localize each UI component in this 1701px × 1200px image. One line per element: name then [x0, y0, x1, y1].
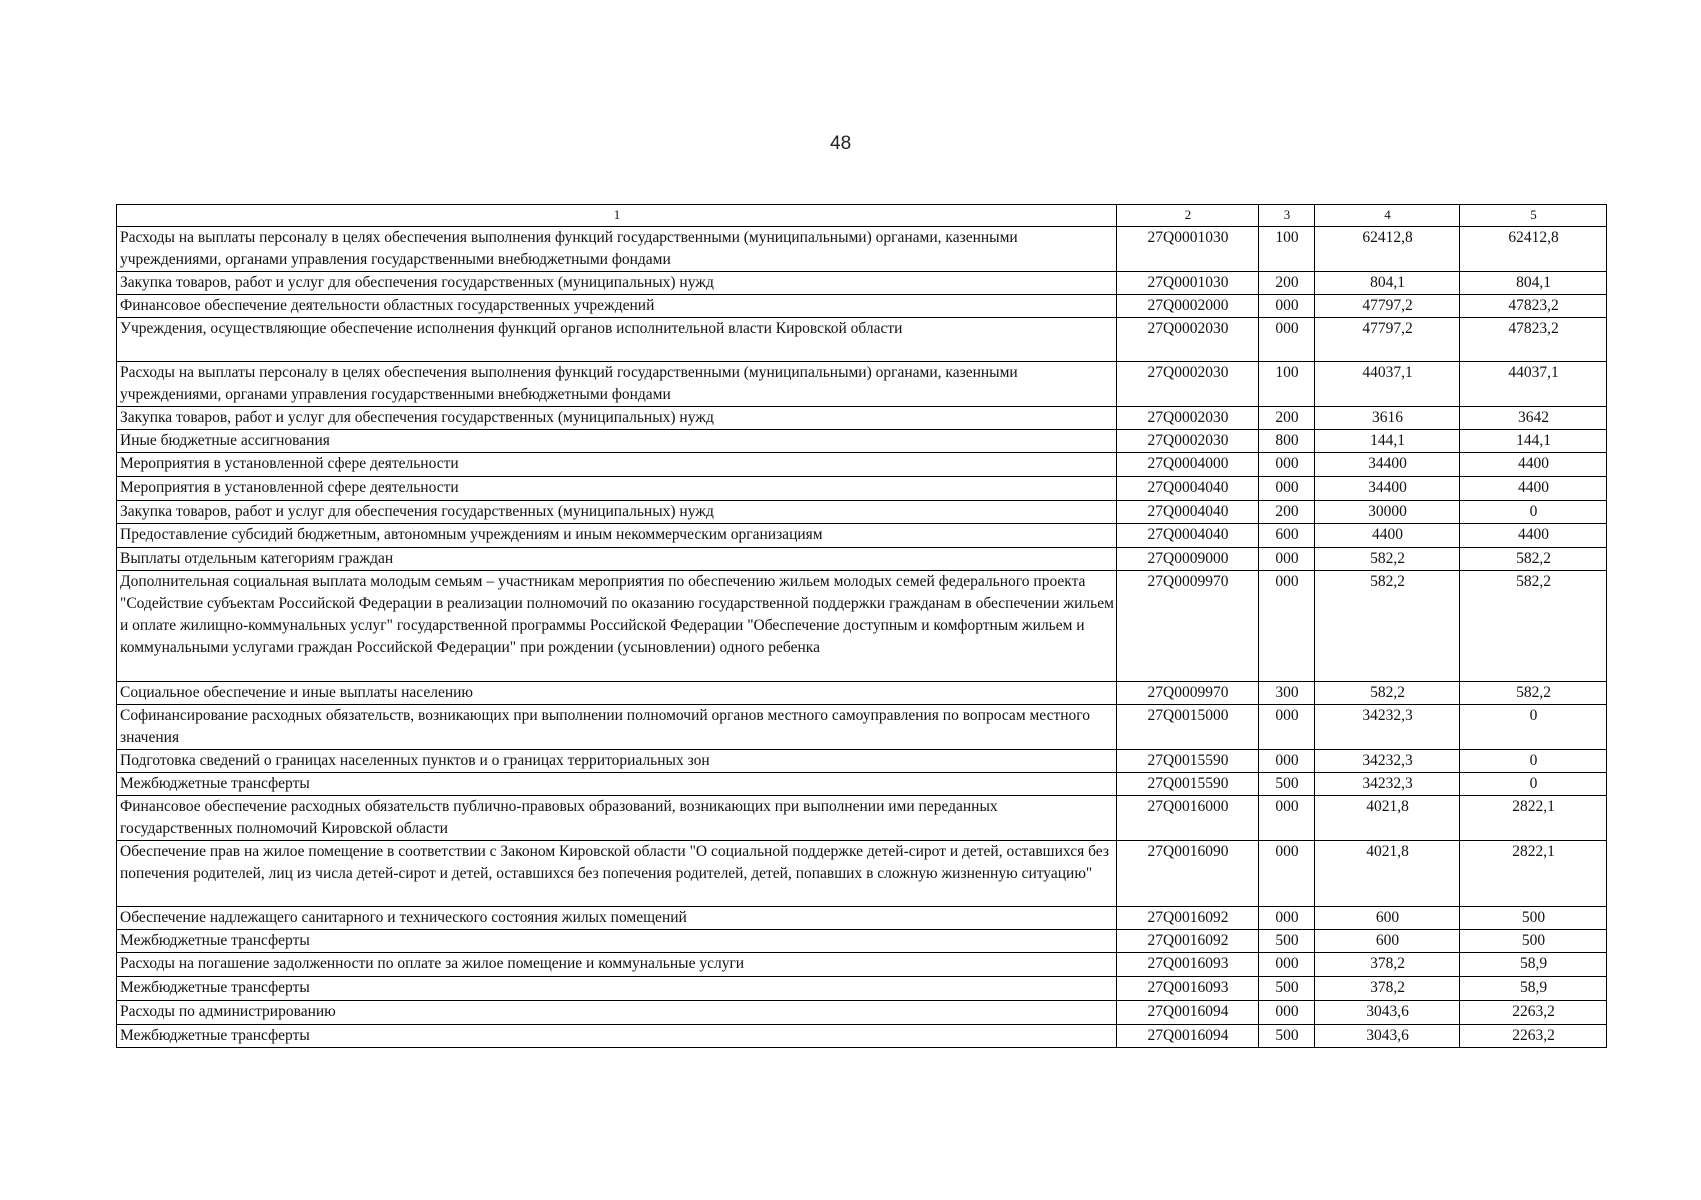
row-target-code: 27Q0009970 [1117, 571, 1259, 682]
row-description: Расходы на выплаты персоналу в целях обеспечения выполнения функций государственными (муниципальными) органами, казенными учреждениями, органами управления государственными внебюджетными фондами [117, 362, 1117, 407]
row-target-code: 27Q0016092 [1117, 930, 1259, 953]
row-amount-col4: 34400 [1315, 453, 1460, 477]
row-amount-col4: 4021,8 [1315, 841, 1460, 907]
table-row [117, 953, 1607, 977]
row-expense-type: 500 [1259, 773, 1315, 796]
row-description: Иные бюджетные ассигнования [117, 430, 1117, 453]
row-target-code: 27Q0016093 [1117, 953, 1259, 977]
row-amount-col4: 600 [1315, 930, 1460, 953]
row-expense-type: 000 [1259, 750, 1315, 773]
table-row [117, 841, 1607, 907]
row-target-code: 27Q0016093 [1117, 977, 1259, 1001]
row-target-code: 27Q0015000 [1117, 705, 1259, 750]
row-description: Обеспечение прав на жилое помещение в соответствии с Законом Кировской области "О социальной поддержке детей-сирот и детей, оставшихся без попечения родителей, лиц из числа детей-сирот и детей, оставшихся без попечения родителей, детей, попавших в сложную жизненную ситуацию" [117, 841, 1117, 907]
row-amount-col4: 47797,2 [1315, 295, 1460, 318]
row-description: Подготовка сведений о границах населенных пунктов и о границах территориальных зон [117, 750, 1117, 773]
table-row [117, 977, 1607, 1001]
row-amount-col4: 804,1 [1315, 272, 1460, 295]
row-amount-col5: 500 [1460, 907, 1607, 930]
row-expense-type: 000 [1259, 548, 1315, 571]
row-expense-type: 000 [1259, 796, 1315, 841]
row-target-code: 27Q0002000 [1117, 295, 1259, 318]
row-description: Закупка товаров, работ и услуг для обеспечения государственных (муниципальных) нужд [117, 407, 1117, 430]
header-cell-5: 5 [1460, 205, 1607, 227]
row-description: Мероприятия в установленной сфере деятельности [117, 453, 1117, 477]
row-description: Предоставление субсидий бюджетным, автономным учреждениям и иным некоммерческим организациям [117, 524, 1117, 548]
row-amount-col4: 3043,6 [1315, 1001, 1460, 1025]
row-target-code: 27Q0009970 [1117, 682, 1259, 705]
table-row [117, 796, 1607, 841]
row-amount-col4: 44037,1 [1315, 362, 1460, 407]
row-amount-col5: 2822,1 [1460, 841, 1607, 907]
row-description: Расходы по администрированию [117, 1001, 1117, 1025]
row-amount-col5: 500 [1460, 930, 1607, 953]
row-target-code: 27Q0016090 [1117, 841, 1259, 907]
row-amount-col5: 2822,1 [1460, 796, 1607, 841]
row-amount-col4: 582,2 [1315, 571, 1460, 682]
row-amount-col4: 62412,8 [1315, 227, 1460, 272]
table-row [117, 682, 1607, 705]
row-target-code: 27Q0001030 [1117, 227, 1259, 272]
row-target-code: 27Q0016094 [1117, 1025, 1259, 1048]
row-target-code: 27Q0016094 [1117, 1001, 1259, 1025]
row-amount-col5: 44037,1 [1460, 362, 1607, 407]
row-target-code: 27Q0002030 [1117, 362, 1259, 407]
table-row [117, 1001, 1607, 1025]
row-expense-type: 000 [1259, 705, 1315, 750]
row-target-code: 27Q0015590 [1117, 773, 1259, 796]
row-target-code: 27Q0002030 [1117, 318, 1259, 362]
row-amount-col4: 34232,3 [1315, 705, 1460, 750]
table-row [117, 571, 1607, 682]
row-amount-col4: 378,2 [1315, 977, 1460, 1001]
header-row [117, 205, 1607, 227]
row-description: Финансовое обеспечение расходных обязательств публично-правовых образований, возникающих при выполнении ими переданных государственных полномочий Кировской области [117, 796, 1117, 841]
row-amount-col5: 4400 [1460, 453, 1607, 477]
row-expense-type: 000 [1259, 953, 1315, 977]
row-target-code: 27Q0004040 [1117, 524, 1259, 548]
table-row [117, 477, 1607, 501]
row-description: Социальное обеспечение и иные выплаты населению [117, 682, 1117, 705]
row-amount-col5: 58,9 [1460, 953, 1607, 977]
row-expense-type: 100 [1259, 227, 1315, 272]
row-expense-type: 100 [1259, 362, 1315, 407]
row-amount-col5: 0 [1460, 750, 1607, 773]
row-amount-col4: 378,2 [1315, 953, 1460, 977]
table-row [117, 407, 1607, 430]
row-amount-col4: 582,2 [1315, 682, 1460, 705]
page-number: 48 [830, 133, 852, 154]
row-target-code: 27Q0016092 [1117, 907, 1259, 930]
row-expense-type: 600 [1259, 524, 1315, 548]
header-cell-1: 1 [117, 205, 1117, 227]
table-row [117, 930, 1607, 953]
row-amount-col5: 0 [1460, 705, 1607, 750]
row-target-code: 27Q0015590 [1117, 750, 1259, 773]
row-amount-col5: 2263,2 [1460, 1001, 1607, 1025]
table-row [117, 750, 1607, 773]
row-target-code: 27Q0002030 [1117, 407, 1259, 430]
row-description: Межбюджетные трансферты [117, 773, 1117, 796]
row-description: Межбюджетные трансферты [117, 977, 1117, 1001]
row-expense-type: 000 [1259, 318, 1315, 362]
row-target-code: 27Q0001030 [1117, 272, 1259, 295]
row-expense-type: 000 [1259, 295, 1315, 318]
table-row [117, 453, 1607, 477]
row-expense-type: 200 [1259, 501, 1315, 524]
row-target-code: 27Q0009000 [1117, 548, 1259, 571]
row-amount-col5: 582,2 [1460, 571, 1607, 682]
row-description: Мероприятия в установленной сфере деятельности [117, 477, 1117, 501]
row-amount-col5: 2263,2 [1460, 1025, 1607, 1048]
row-expense-type: 000 [1259, 477, 1315, 501]
row-description: Обеспечение надлежащего санитарного и технического состояния жилых помещений [117, 907, 1117, 930]
table-row [117, 501, 1607, 524]
row-amount-col5: 804,1 [1460, 272, 1607, 295]
row-expense-type: 000 [1259, 571, 1315, 682]
row-description: Выплаты отдельным категориям граждан [117, 548, 1117, 571]
table-row [117, 907, 1607, 930]
row-target-code: 27Q0002030 [1117, 430, 1259, 453]
row-amount-col5: 47823,2 [1460, 318, 1607, 362]
row-description: Межбюджетные трансферты [117, 930, 1117, 953]
row-expense-type: 800 [1259, 430, 1315, 453]
row-amount-col4: 30000 [1315, 501, 1460, 524]
row-amount-col4: 144,1 [1315, 430, 1460, 453]
row-description: Закупка товаров, работ и услуг для обеспечения государственных (муниципальных) нужд [117, 272, 1117, 295]
header-cell-3: 3 [1259, 205, 1315, 227]
row-description: Расходы на погашение задолженности по оплате за жилое помещение и коммунальные услуги [117, 953, 1117, 977]
row-description: Софинансирование расходных обязательств, возникающих при выполнении полномочий органов местного самоуправления по вопросам местного значения [117, 705, 1117, 750]
table-row [117, 548, 1607, 571]
row-amount-col4: 47797,2 [1315, 318, 1460, 362]
table-row [117, 1025, 1607, 1048]
row-amount-col5: 4400 [1460, 524, 1607, 548]
budget-table [116, 204, 1607, 1048]
row-amount-col5: 582,2 [1460, 548, 1607, 571]
row-amount-col4: 4400 [1315, 524, 1460, 548]
row-amount-col5: 0 [1460, 773, 1607, 796]
row-amount-col5: 62412,8 [1460, 227, 1607, 272]
row-description: Расходы на выплаты персоналу в целях обеспечения выполнения функций государственными (муниципальными) органами, казенными учреждениями, органами управления государственными внебюджетными фондами [117, 227, 1117, 272]
row-amount-col4: 4021,8 [1315, 796, 1460, 841]
table-row [117, 705, 1607, 750]
row-amount-col5: 144,1 [1460, 430, 1607, 453]
row-amount-col5: 58,9 [1460, 977, 1607, 1001]
row-amount-col5: 47823,2 [1460, 295, 1607, 318]
table-row [117, 362, 1607, 407]
row-amount-col5: 3642 [1460, 407, 1607, 430]
row-target-code: 27Q0004040 [1117, 501, 1259, 524]
row-amount-col4: 3616 [1315, 407, 1460, 430]
row-expense-type: 000 [1259, 1001, 1315, 1025]
row-description: Учреждения, осуществляющие обеспечение исполнения функций органов исполнительной власти Кировской области [117, 318, 1117, 362]
row-description: Закупка товаров, работ и услуг для обеспечения государственных (муниципальных) нужд [117, 501, 1117, 524]
row-expense-type: 000 [1259, 907, 1315, 930]
row-amount-col4: 582,2 [1315, 548, 1460, 571]
row-expense-type: 500 [1259, 977, 1315, 1001]
header-cell-4: 4 [1315, 205, 1460, 227]
row-expense-type: 300 [1259, 682, 1315, 705]
table-row [117, 524, 1607, 548]
row-amount-col5: 582,2 [1460, 682, 1607, 705]
table-row [117, 773, 1607, 796]
table-row [117, 430, 1607, 453]
row-expense-type: 200 [1259, 272, 1315, 295]
row-amount-col4: 34232,3 [1315, 773, 1460, 796]
row-description: Финансовое обеспечение деятельности областных государственных учреждений [117, 295, 1117, 318]
header-cell-2: 2 [1117, 205, 1259, 227]
row-amount-col5: 0 [1460, 501, 1607, 524]
row-target-code: 27Q0004000 [1117, 453, 1259, 477]
row-expense-type: 500 [1259, 930, 1315, 953]
table-row [117, 295, 1607, 318]
table-row [117, 318, 1607, 362]
row-expense-type: 000 [1259, 841, 1315, 907]
row-amount-col4: 34400 [1315, 477, 1460, 501]
row-description: Дополнительная социальная выплата молодым семьям – участникам мероприятия по обеспечению жильем молодых семей федерального проекта "Содействие субъектам Российской Федерации в реализации полномочий по оказанию государственной поддержки гражданам в обеспечении жильем и оплате жилищно-коммунальных услуг" государственной программы Российской Федерации "Обеспечение доступным и комфортным жильем и коммунальными услугами граждан Российской Федерации" при рождении (усыновлении) одного ребенка [117, 571, 1117, 682]
row-expense-type: 000 [1259, 453, 1315, 477]
row-description: Межбюджетные трансферты [117, 1025, 1117, 1048]
row-target-code: 27Q0016000 [1117, 796, 1259, 841]
row-amount-col4: 34232,3 [1315, 750, 1460, 773]
row-target-code: 27Q0004040 [1117, 477, 1259, 501]
row-amount-col4: 3043,6 [1315, 1025, 1460, 1048]
row-amount-col5: 4400 [1460, 477, 1607, 501]
row-expense-type: 200 [1259, 407, 1315, 430]
table-row [117, 272, 1607, 295]
row-amount-col4: 600 [1315, 907, 1460, 930]
table-row [117, 227, 1607, 272]
row-expense-type: 500 [1259, 1025, 1315, 1048]
